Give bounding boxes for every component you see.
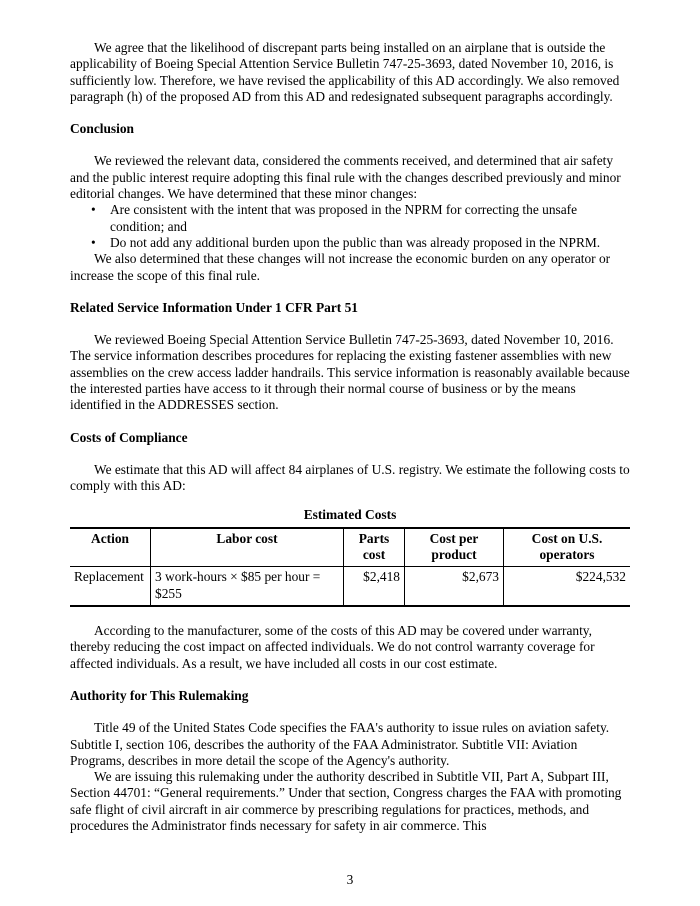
page-number: 3 [346, 872, 354, 887]
table-header-row [70, 528, 630, 567]
column-header-action: Action [70, 528, 151, 567]
table-row [70, 567, 630, 606]
column-header-cost-per-product: Cost per product [405, 528, 504, 567]
column-header-cost-on-operators: Cost on U.S. operators [504, 528, 631, 567]
paragraph-warranty: According to the manufacturer, some of the costs of this AD may be covered under warranty, thereby reducing the cost impact on affected individuals. We do not control warranty coverage for affected individuals. As a result, we have included all costs in our cost estimate. [70, 623, 595, 671]
heading-related-service-info: Related Service Information Under 1 CFR Part 51 [70, 299, 358, 315]
estimated-costs-table [70, 527, 630, 607]
paragraph-conclusion: We reviewed the relevant data, considered the comments received, and determined that air safety and the public interest require adopting this final rule with the changes described previously and minor editorial changes. We have determined that these minor changes: [70, 153, 621, 202]
heading-authority: Authority for This Rulemaking [70, 687, 249, 703]
paragraph-authority-2: We are issuing this rulemaking under the authority described in Subtitle VII, Part A, Subpart III, Section 44701: “General requirements.” Under that section, Congress charges the FAA with promoting safe flight of civil aircraft in air commerce by prescribing regulations for practices, methods, and procedures the Administrator finds necessary for safety in air commerce. This [70, 769, 622, 833]
cell-cost-on-operators: $224,532 [504, 567, 631, 606]
list-item: • Are consistent with the intent that was proposed in the NPRM for correcting the unsafe condition; and [70, 202, 630, 235]
heading-costs-of-compliance: Costs of Compliance [70, 429, 188, 445]
table-title: Estimated Costs [303, 506, 397, 522]
column-header-parts-cost: Parts cost [344, 528, 405, 567]
paragraph-conclusion-2: We also determined that these changes will not increase the economic burden on any operator or increase the scope of this final rule. [70, 251, 611, 283]
list-item: • Do not add any additional burden upon the public than was already proposed in the NPRM. [70, 235, 630, 251]
column-header-labor-cost: Labor cost [151, 528, 344, 567]
cell-action: Replacement [74, 569, 144, 585]
cell-labor-cost: 3 work-hours × $85 per hour = $255 [151, 567, 344, 606]
heading-conclusion: Conclusion [70, 121, 134, 137]
paragraph-authority-1: Title 49 of the United States Code specifies the FAA's authority to issue rules on aviation safety. Subtitle I, section 106, describes the authority of the FAA Administrator. Subtitle VII: Aviation Programs, describes in more detail the scope of the Agency's authority. [70, 720, 610, 768]
bullet-list [70, 202, 630, 251]
cell-cost-per-product: $2,673 [405, 567, 504, 606]
paragraph-related-service-info: We reviewed Boeing Special Attention Service Bulletin 747-25-3693, dated November 10, 2016. The service information describes procedures for replacing the existing fastener assemblies with new assemblies on the crew access ladder handrails. This service information is reasonably available because the interested parties have access to it through their normal course of business or by the means identified in the ADDRESSES section. [70, 332, 630, 413]
cell-parts-cost: $2,418 [344, 567, 405, 606]
document-page [70, 40, 630, 834]
paragraph-costs: We estimate that this AD will affect 84 airplanes of U.S. registry. We estimate the following costs to comply with this AD: [70, 461, 630, 494]
paragraph-applicability: We agree that the likelihood of discrepant parts being installed on an airplane that is outside the applicability of Boeing Special Attention Service Bulletin 747-25-3693, dated November 10, 2016, is sufficiently low. Therefore, we have revised the applicability of this AD accordingly. We also removed paragraph (h) of the proposed AD from this AD and redesignated subsequent paragraphs accordingly. [70, 40, 620, 104]
